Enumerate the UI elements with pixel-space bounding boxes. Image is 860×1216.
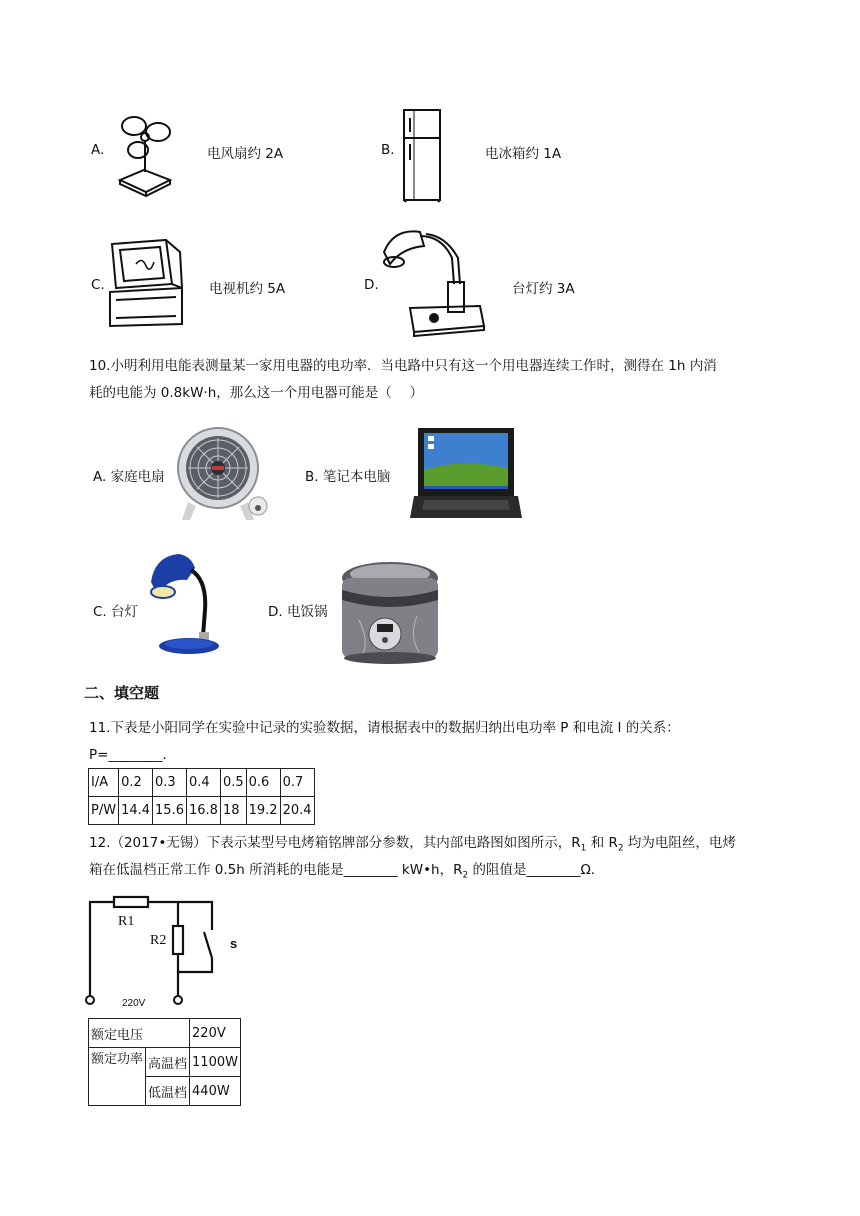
- table-cell: 16.8: [186, 797, 220, 825]
- table-cell: 20.4: [280, 797, 314, 825]
- table-cell: 0.6: [246, 769, 280, 797]
- r1-label: R1: [118, 914, 135, 929]
- table-cell: 0.3: [153, 769, 187, 797]
- high-gear-value: 1100W: [190, 1048, 241, 1077]
- table-cell: 14.4: [119, 797, 153, 825]
- q11-data-table: [88, 768, 315, 825]
- rated-voltage-value: 220V: [190, 1019, 241, 1048]
- table-cell: 19.2: [246, 797, 280, 825]
- q10-line2: 耗的电能为 0.8kW·h，那么这一个用电器可能是（ ）: [89, 385, 424, 401]
- low-gear-value: 440W: [190, 1077, 241, 1106]
- option-c-text: 电视机约 5A: [209, 281, 286, 297]
- circuit-diagram: [80, 892, 250, 1012]
- low-gear-label: 低温档: [146, 1077, 190, 1106]
- high-gear-label: 高温档: [146, 1048, 190, 1077]
- table-cell: I/A: [89, 769, 119, 797]
- refrigerator-drawing: [400, 108, 444, 202]
- table-lamp-photo: [143, 550, 223, 656]
- q10-option-d: D. 电饭锅: [268, 604, 328, 620]
- r2-label: R2: [150, 933, 167, 948]
- section-title: 二、填空题: [84, 684, 160, 702]
- table-cell: 0.7: [280, 769, 314, 797]
- desk-lamp-drawing: [380, 222, 490, 338]
- q12-line1: 12.（2017•无锡）下表示某型号电烤箱铭牌部分参数，其内部电路图如图所示，$R_1$ 和 $R_2$ 均为电阻丝，电烤: [89, 835, 736, 854]
- voltage-label: 220V: [122, 998, 146, 1009]
- table-cell: 0.4: [186, 769, 220, 797]
- q11-line1: 11.下表是小阳同学在实验中记录的实验数据，请根据表中的数据归纳出电功率 P 和电流 I 的关系：: [89, 720, 680, 736]
- electric-fan-drawing: [112, 110, 184, 196]
- option-d-text: 台灯约 3A: [512, 281, 575, 297]
- q10-line1: 10.小明利用电能表测量某一家用电器的电功率．当电路中只有这一个用电器连续工作时，测得在 1h 内消: [89, 358, 717, 374]
- table-cell: P/W: [89, 797, 119, 825]
- table-cell: 0.5: [220, 769, 246, 797]
- table-row: [89, 769, 315, 797]
- television-drawing: [106, 238, 186, 328]
- household-fan-photo: [176, 424, 270, 524]
- q10-option-c: C. 台灯: [93, 604, 139, 620]
- rated-power-label: 额定功率: [89, 1048, 146, 1106]
- table-row: [89, 1048, 241, 1077]
- q10-option-a: A. 家庭电扇: [93, 469, 165, 485]
- table-row: [89, 797, 315, 825]
- table-cell: 15.6: [153, 797, 187, 825]
- switch-label: s: [230, 936, 238, 951]
- rated-voltage-label: 额定电压: [89, 1019, 190, 1048]
- table-cell: 0.2: [119, 769, 153, 797]
- rice-cooker-photo: [339, 560, 441, 666]
- table-cell: 18: [220, 797, 246, 825]
- option-b-letter: B.: [381, 142, 395, 158]
- oven-spec-table: [88, 1018, 241, 1106]
- option-d-letter: D.: [364, 277, 379, 293]
- q10-option-b: B. 笔记本电脑: [305, 469, 391, 485]
- option-a-text: 电风扇约 2A: [207, 146, 284, 162]
- laptop-photo: [410, 428, 522, 520]
- q11-line2: P=________．: [89, 747, 176, 763]
- option-a-letter: A.: [91, 142, 105, 158]
- option-b-text: 电冰箱约 1A: [485, 146, 562, 162]
- option-c-letter: C.: [91, 277, 105, 293]
- table-row: [89, 1019, 241, 1048]
- q12-line2: 箱在低温档正常工作 0.5h 所消耗的电能是________ kW•h，$R_2$ 的阻值是________Ω．: [89, 862, 605, 881]
